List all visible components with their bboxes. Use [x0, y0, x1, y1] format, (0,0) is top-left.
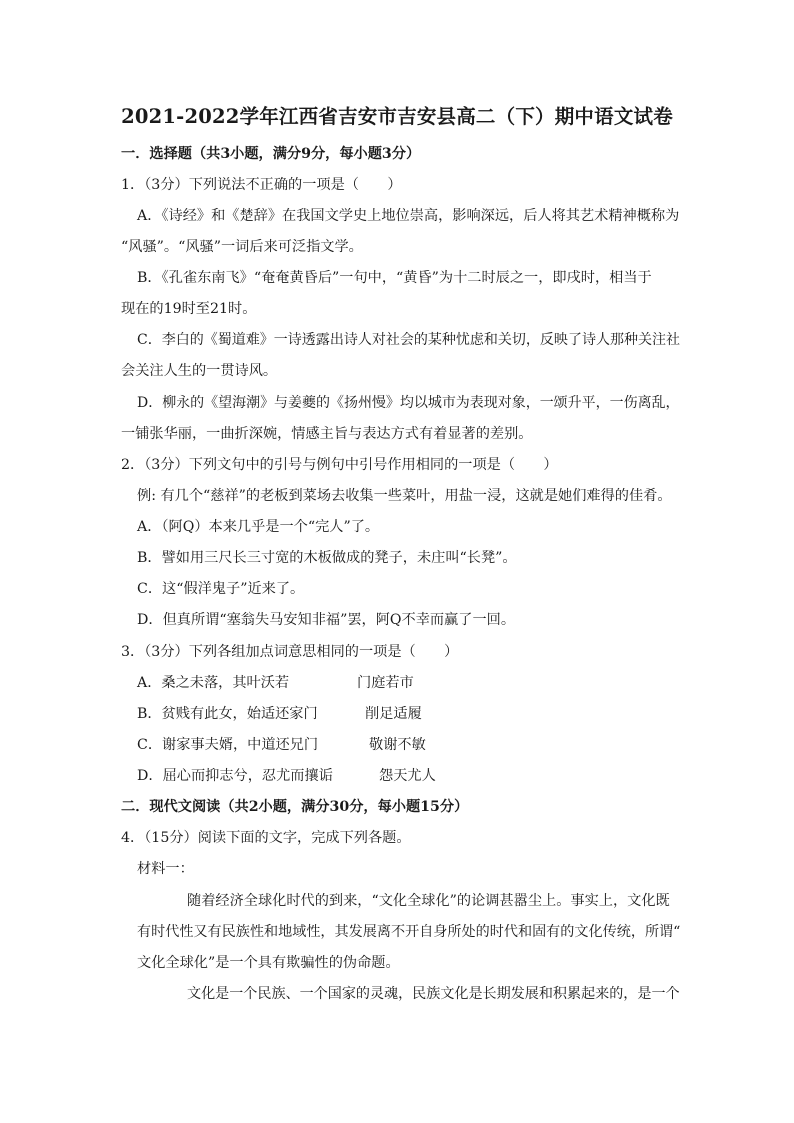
q1-option-d-line1: D．柳永的《望海潮》与姜夔的《扬州慢》均以城市为表现对象，一颂升平，一伤离乱，	[137, 395, 680, 411]
q1-option-c-line2: 会关注人生的一贯诗风。	[121, 363, 278, 379]
q3-option-c-right: 敬谢不敏	[369, 737, 426, 753]
q4-stem: 4．（15分）阅读下面的文字，完成下列各题。	[121, 830, 411, 846]
q3-option-b-left: B．贫贱有此女，始适还家门	[137, 706, 318, 722]
q2-option-b: B．譬如用三尺长三寸宽的木板做成的凳子，未庄叫“长凳”。	[137, 550, 517, 566]
q1-option-a-line1: A．《诗经》和《楚辞》在我国文学史上地位崇高，影响深远，后人将其艺术精神概称为	[137, 208, 680, 224]
q3-option-d-right: 怨天尤人	[379, 768, 436, 784]
q3-stem: 3．（3分）下列各组加点词意思相同的一项是（ ）	[121, 644, 459, 660]
q3-option-d-left: D．屈心而抑志兮，忍尤而攘诟	[137, 768, 333, 784]
q4-paragraph1-line1: 随着经济全球化时代的到来，“文化全球化”的论调甚嚣尘上。事实上，文化既	[187, 893, 670, 909]
q4-material-label: 材料一：	[137, 861, 194, 877]
q2-option-d: D．但真所谓“塞翁失马安知非福”罢，阿Q不幸而赢了一回。	[137, 612, 516, 628]
q1-option-b-line2: 现在的19时至21时。	[121, 301, 257, 317]
q1-option-a-line2: “风骚”。“风骚”一词后来可泛指文学。	[121, 239, 363, 255]
q4-paragraph1-line2: 有时代性又有民族性和地域性，其发展离不开自身所处的时代和固有的文化传统，所谓“	[137, 924, 681, 940]
q3-option-a-right: 门庭若市	[357, 675, 414, 691]
q4-paragraph1-line3: 文化全球化”是一个具有欺骗性的伪命题。	[137, 955, 400, 971]
section1-heading: 一．选择题（共3小题，满分9分，每小题3分）	[121, 146, 421, 162]
q2-option-a: A．（阿Q）本来几乎是一个“完人”了。	[137, 519, 380, 535]
q3-option-b-right: 削足适履	[365, 706, 422, 722]
q2-option-c: C．这“假洋鬼子”近来了。	[137, 581, 305, 597]
q2-example: 例: 有几个“慈祥”的老板到菜场去收集一些菜叶，用盐一浸，这就是她们难得的佳肴。	[137, 488, 672, 504]
exam-title: 2021-2022学年江西省吉安市吉安县高二（下）期中语文试卷	[121, 105, 673, 128]
q3-option-c-left: C．谢家事夫婿，中道还兄门	[137, 737, 319, 753]
q1-stem: 1．（3分）下列说法不正确的一项是（ ）	[121, 177, 402, 193]
q1-option-c-line1: C．李白的《蜀道难》一诗透露出诗人对社会的某种忧虑和关切，反映了诗人那种关注社	[137, 332, 680, 348]
q4-paragraph2-line1: 文化是一个民族、一个国家的灵魂，民族文化是长期发展和积累起来的，是一个	[187, 986, 680, 1002]
section2-heading: 二．现代文阅读（共2小题，满分30分，每小题15分）	[121, 799, 469, 815]
q3-option-a-left: A．桑之未落，其叶沃若	[137, 675, 290, 691]
q1-option-b-line1: B．《孔雀东南飞》“奄奄黄昏后”一句中，“黄昏”为十二时辰之一，即戌时，相当于	[137, 270, 652, 286]
q2-stem: 2．（3分）下列文句中的引号与例句中引号作用相同的一项是（ ）	[121, 457, 558, 473]
q1-option-d-line2: 一铺张华丽，一曲折深婉，情感主旨与表达方式有着显著的差别。	[121, 426, 533, 442]
